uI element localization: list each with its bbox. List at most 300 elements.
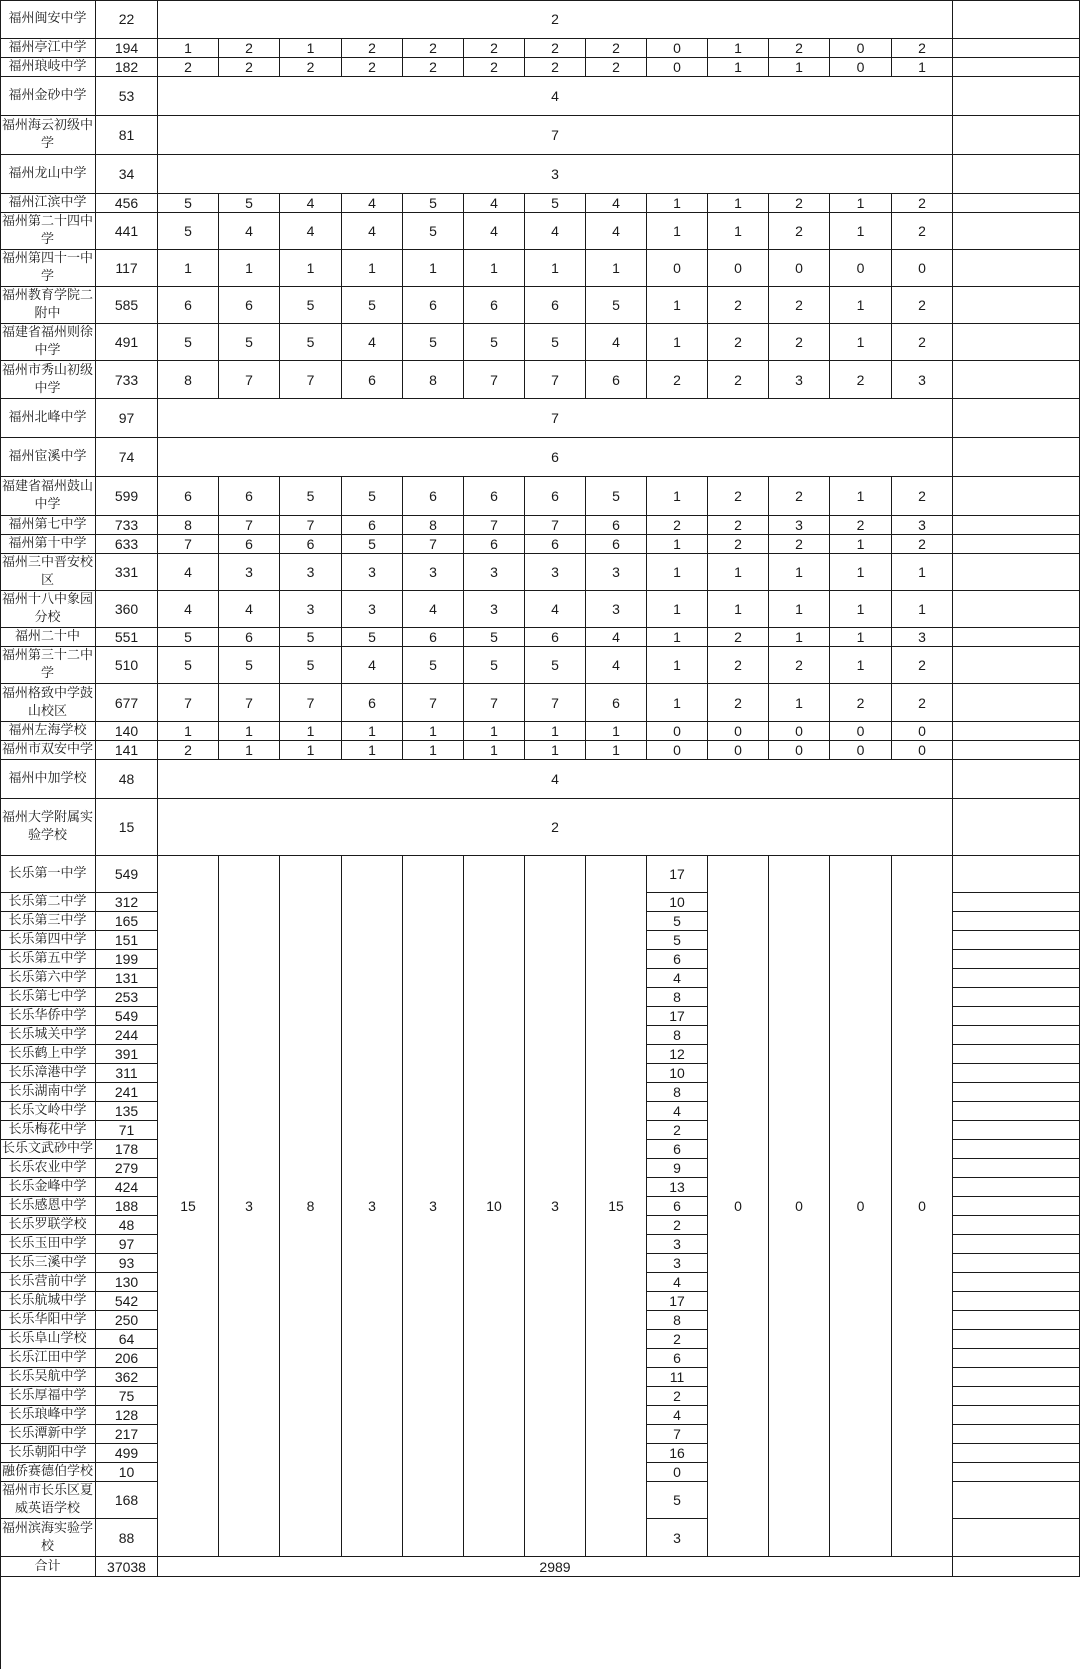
- blank-cell: [953, 116, 1080, 155]
- quota-cell: 5: [280, 628, 342, 647]
- quota-cell: 2: [892, 213, 953, 250]
- quota-cell: 1: [830, 194, 892, 213]
- quota-cell: 1: [647, 213, 708, 250]
- quota-cell: 1: [830, 477, 892, 516]
- quota-cell: 5: [647, 912, 708, 931]
- school-name-cell: 长乐厚福中学: [0, 1387, 96, 1406]
- quota-cell: 0: [830, 39, 892, 58]
- quota-cell: 5: [403, 194, 464, 213]
- quota-cell: 5: [342, 535, 403, 554]
- quota-cell: 5: [158, 647, 219, 684]
- quota-cell: 2: [769, 287, 830, 324]
- quota-cell: 1: [158, 722, 219, 741]
- quota-cell: 1: [830, 213, 892, 250]
- quota-cell: 4: [647, 1406, 708, 1425]
- blank-cell: [953, 1197, 1080, 1216]
- quota-cell: 6: [403, 477, 464, 516]
- school-name-cell: 福州琅岐中学: [0, 58, 96, 77]
- quota-cell: 6: [586, 535, 647, 554]
- merged-quota-cell: 6: [158, 438, 953, 477]
- total-cell: 391: [96, 1045, 158, 1064]
- school-name-cell: 长乐金峰中学: [0, 1178, 96, 1197]
- quota-cell: 0: [769, 722, 830, 741]
- quota-cell: 7: [464, 516, 525, 535]
- school-name-cell: 长乐华阳中学: [0, 1311, 96, 1330]
- blank-cell: [953, 438, 1080, 477]
- quota-cell: 2: [708, 477, 769, 516]
- blank-cell: [953, 1121, 1080, 1140]
- quota-cell: 2: [647, 1387, 708, 1406]
- quota-cell: 1: [708, 194, 769, 213]
- grand-sum-cell: 2989: [158, 1557, 953, 1577]
- quota-cell: 2: [830, 684, 892, 722]
- quota-cell: 1: [708, 213, 769, 250]
- blank-cell: [953, 361, 1080, 399]
- quota-cell: 4: [342, 324, 403, 361]
- quota-cell: 2: [708, 535, 769, 554]
- total-cell: 250: [96, 1311, 158, 1330]
- quota-cell: 3: [647, 1254, 708, 1273]
- quota-cell: 0: [830, 250, 892, 287]
- quota-cell: 3: [769, 516, 830, 535]
- blank-cell: [953, 39, 1080, 58]
- blank-cell: [953, 1463, 1080, 1482]
- quota-cell: 2: [708, 516, 769, 535]
- quota-cell: 6: [464, 287, 525, 324]
- total-cell: 491: [96, 324, 158, 361]
- school-name-cell: 福州滨海实验学校: [0, 1519, 96, 1557]
- total-cell: 733: [96, 516, 158, 535]
- quota-cell: 5: [219, 647, 280, 684]
- school-name-cell: 福州市秀山初级中学: [0, 361, 96, 399]
- blank-cell: [953, 1444, 1080, 1463]
- quota-cell: 8: [647, 1083, 708, 1102]
- total-cell: 182: [96, 58, 158, 77]
- total-cell: 424: [96, 1178, 158, 1197]
- quota-cell: 1: [830, 647, 892, 684]
- quota-cell: 5: [280, 324, 342, 361]
- merged-quota-cell: 3: [158, 155, 953, 194]
- group-quota-cell: 0: [769, 856, 830, 1557]
- school-name-cell: 长乐第二中学: [0, 893, 96, 912]
- quota-cell: 2: [769, 324, 830, 361]
- quota-cell: 6: [280, 535, 342, 554]
- school-name-cell: 长乐阜山学校: [0, 1330, 96, 1349]
- quota-cell: 6: [403, 287, 464, 324]
- blank-cell: [953, 1292, 1080, 1311]
- school-name-cell: 福州大学附属实验学校: [0, 799, 96, 856]
- blank-cell: [953, 1045, 1080, 1064]
- total-cell: 253: [96, 988, 158, 1007]
- total-cell: 93: [96, 1254, 158, 1273]
- blank-cell: [953, 0, 1080, 39]
- quota-cell: 4: [586, 647, 647, 684]
- total-cell: 48: [96, 760, 158, 799]
- group-quota-cell: 3: [525, 856, 586, 1557]
- group-quota-cell: 3: [342, 856, 403, 1557]
- quota-cell: 4: [219, 213, 280, 250]
- quota-cell: 6: [464, 477, 525, 516]
- quota-cell: 7: [219, 684, 280, 722]
- quota-cell: 11: [647, 1368, 708, 1387]
- total-cell: 331: [96, 554, 158, 591]
- school-name-cell: 长乐第三中学: [0, 912, 96, 931]
- blank-cell: [953, 1159, 1080, 1178]
- blank-cell: [953, 1519, 1080, 1557]
- total-cell: 362: [96, 1368, 158, 1387]
- total-cell: 244: [96, 1026, 158, 1045]
- total-cell: 551: [96, 628, 158, 647]
- quota-cell: 17: [647, 856, 708, 893]
- school-name-cell: 长乐农业中学: [0, 1159, 96, 1178]
- group-quota-cell: 0: [892, 856, 953, 1557]
- quota-cell: 2: [647, 1330, 708, 1349]
- blank-cell: [953, 1102, 1080, 1121]
- quota-cell: 4: [647, 1273, 708, 1292]
- total-cell: 10: [96, 1463, 158, 1482]
- quota-cell: 8: [647, 1311, 708, 1330]
- school-name-cell: 长乐漳港中学: [0, 1064, 96, 1083]
- total-cell: 130: [96, 1273, 158, 1292]
- quota-cell: 4: [647, 1102, 708, 1121]
- quota-cell: 5: [342, 628, 403, 647]
- quota-cell: 17: [647, 1007, 708, 1026]
- blank-cell: [953, 477, 1080, 516]
- quota-cell: 6: [586, 361, 647, 399]
- blank-cell: [953, 1254, 1080, 1273]
- quota-cell: 1: [769, 554, 830, 591]
- quota-cell: 7: [219, 516, 280, 535]
- blank-cell: [953, 1349, 1080, 1368]
- blank-cell: [953, 628, 1080, 647]
- quota-cell: 1: [158, 39, 219, 58]
- quota-cell: 1: [647, 647, 708, 684]
- quota-cell: 5: [464, 324, 525, 361]
- quota-cell: 2: [892, 684, 953, 722]
- total-cell: 48: [96, 1216, 158, 1235]
- quota-cell: 8: [647, 1026, 708, 1045]
- quota-cell: 5: [403, 647, 464, 684]
- quota-cell: 0: [647, 741, 708, 760]
- blank-cell: [953, 931, 1080, 950]
- blank-cell: [953, 58, 1080, 77]
- quota-cell: 2: [647, 361, 708, 399]
- quota-cell: 2: [708, 647, 769, 684]
- school-name-cell: 福建省福州鼓山中学: [0, 477, 96, 516]
- school-name-cell: 长乐感恩中学: [0, 1197, 96, 1216]
- total-cell: 178: [96, 1140, 158, 1159]
- school-name-cell: 长乐三溪中学: [0, 1254, 96, 1273]
- quota-cell: 1: [403, 722, 464, 741]
- quota-cell: 1: [830, 554, 892, 591]
- school-name-cell: 福州格致中学鼓山校区: [0, 684, 96, 722]
- quota-cell: 2: [708, 361, 769, 399]
- quota-cell: 4: [403, 591, 464, 628]
- quota-cell: 3: [586, 591, 647, 628]
- quota-cell: 7: [403, 684, 464, 722]
- grand-total-cell: 37038: [96, 1557, 158, 1577]
- quota-cell: 0: [830, 58, 892, 77]
- quota-cell: 2: [586, 39, 647, 58]
- blank-cell: [953, 722, 1080, 741]
- quota-cell: 3: [219, 554, 280, 591]
- quota-cell: 5: [219, 324, 280, 361]
- school-name-cell: 福州中加学校: [0, 760, 96, 799]
- quota-cell: 0: [769, 741, 830, 760]
- quota-cell: 2: [769, 194, 830, 213]
- quota-cell: 5: [647, 1482, 708, 1519]
- quota-cell: 1: [769, 684, 830, 722]
- quota-cell: 5: [280, 477, 342, 516]
- school-name-cell: 福州北峰中学: [0, 399, 96, 438]
- school-name-cell: 长乐第五中学: [0, 950, 96, 969]
- quota-cell: 1: [769, 628, 830, 647]
- total-cell: 599: [96, 477, 158, 516]
- quota-cell: 1: [892, 58, 953, 77]
- school-name-cell: 长乐玉田中学: [0, 1235, 96, 1254]
- group-quota-cell: 15: [586, 856, 647, 1557]
- quota-cell: 4: [280, 194, 342, 213]
- blank-cell: [953, 1064, 1080, 1083]
- group-quota-cell: 10: [464, 856, 525, 1557]
- quota-cell: 2: [892, 535, 953, 554]
- quota-cell: 6: [525, 535, 586, 554]
- quota-cell: 1: [830, 628, 892, 647]
- quota-cell: 0: [647, 58, 708, 77]
- quota-cell: 1: [647, 194, 708, 213]
- total-cell: 140: [96, 722, 158, 741]
- quota-cell: 0: [708, 722, 769, 741]
- blank-cell: [953, 399, 1080, 438]
- group-quota-cell: 0: [708, 856, 769, 1557]
- total-cell: 53: [96, 77, 158, 116]
- quota-cell: 2: [464, 58, 525, 77]
- quota-cell: 1: [342, 741, 403, 760]
- quota-cell: 4: [647, 969, 708, 988]
- quota-cell: 2: [830, 516, 892, 535]
- quota-cell: 6: [158, 477, 219, 516]
- total-cell: 135: [96, 1102, 158, 1121]
- quota-cell: 5: [464, 647, 525, 684]
- blank-cell: [953, 799, 1080, 856]
- quota-cell: 2: [892, 647, 953, 684]
- total-cell: 151: [96, 931, 158, 950]
- school-name-cell: 福州十八中象园分校: [0, 591, 96, 628]
- quota-cell: 1: [892, 554, 953, 591]
- quota-cell: 1: [280, 741, 342, 760]
- quota-cell: 4: [464, 213, 525, 250]
- quota-cell: 1: [464, 741, 525, 760]
- merged-quota-cell: 7: [158, 116, 953, 155]
- quota-cell: 1: [342, 722, 403, 741]
- quota-cell: 3: [342, 591, 403, 628]
- blank-cell: [953, 760, 1080, 799]
- merged-quota-cell: 4: [158, 77, 953, 116]
- quota-cell: 17: [647, 1292, 708, 1311]
- quota-cell: 2: [769, 647, 830, 684]
- quota-cell: 5: [586, 477, 647, 516]
- school-name-cell: 福州第四十一中学: [0, 250, 96, 287]
- total-cell: 499: [96, 1444, 158, 1463]
- total-label: 合计: [0, 1557, 96, 1577]
- quota-cell: 7: [525, 361, 586, 399]
- quota-cell: 5: [403, 324, 464, 361]
- quota-cell: 1: [647, 554, 708, 591]
- quota-cell: 5: [158, 194, 219, 213]
- quota-cell: 3: [280, 554, 342, 591]
- school-name-cell: 福州江滨中学: [0, 194, 96, 213]
- quota-cell: 8: [158, 361, 219, 399]
- quota-cell: 2: [219, 39, 280, 58]
- blank-cell: [953, 1330, 1080, 1349]
- merged-quota-cell: 7: [158, 399, 953, 438]
- quota-cell: 1: [280, 39, 342, 58]
- quota-cell: 1: [280, 250, 342, 287]
- quota-cell: 1: [525, 722, 586, 741]
- quota-cell: 6: [342, 361, 403, 399]
- quota-cell: 2: [830, 361, 892, 399]
- quota-cell: 2: [769, 39, 830, 58]
- blank-cell: [953, 969, 1080, 988]
- blank-cell: [953, 912, 1080, 931]
- total-cell: 549: [96, 856, 158, 893]
- school-name-cell: 长乐鹤上中学: [0, 1045, 96, 1064]
- quota-cell: 2: [892, 324, 953, 361]
- quota-cell: 2: [708, 287, 769, 324]
- blank-cell: [953, 684, 1080, 722]
- quota-cell: 8: [158, 516, 219, 535]
- quota-cell: 7: [158, 535, 219, 554]
- school-name-cell: 长乐罗联学校: [0, 1216, 96, 1235]
- quota-cell: 2: [892, 477, 953, 516]
- quota-cell: 6: [647, 1197, 708, 1216]
- total-cell: 88: [96, 1519, 158, 1557]
- school-name-cell: 长乐第一中学: [0, 856, 96, 893]
- school-name-cell: 长乐文武砂中学: [0, 1140, 96, 1159]
- school-name-cell: 福建省福州则徐中学: [0, 324, 96, 361]
- total-cell: 64: [96, 1330, 158, 1349]
- quota-cell: 1: [158, 250, 219, 287]
- quota-cell: 2: [769, 477, 830, 516]
- quota-cell: 0: [708, 741, 769, 760]
- total-cell: 733: [96, 361, 158, 399]
- total-cell: 199: [96, 950, 158, 969]
- merged-quota-cell: 2: [158, 799, 953, 856]
- quota-cell: 6: [647, 1140, 708, 1159]
- school-name-cell: 长乐梅花中学: [0, 1121, 96, 1140]
- quota-cell: 8: [403, 516, 464, 535]
- quota-cell: 2: [892, 194, 953, 213]
- quota-cell: 1: [586, 741, 647, 760]
- school-name-cell: 福州市长乐区夏威英语学校: [0, 1482, 96, 1519]
- blank-cell: [953, 324, 1080, 361]
- school-name-cell: 长乐吴航中学: [0, 1368, 96, 1387]
- quota-cell: 2: [403, 39, 464, 58]
- quota-cell: 0: [647, 1463, 708, 1482]
- quota-cell: 0: [892, 722, 953, 741]
- quota-cell: 1: [647, 287, 708, 324]
- quota-cell: 1: [219, 722, 280, 741]
- quota-cell: 4: [525, 591, 586, 628]
- quota-cell: 0: [647, 250, 708, 287]
- school-name-cell: 长乐城关中学: [0, 1026, 96, 1045]
- total-cell: 141: [96, 741, 158, 760]
- school-name-cell: 福州市双安中学: [0, 741, 96, 760]
- blank-cell: [953, 647, 1080, 684]
- quota-cell: 1: [830, 324, 892, 361]
- quota-cell: 1: [708, 554, 769, 591]
- quota-cell: 1: [647, 684, 708, 722]
- school-name-cell: 福州宦溪中学: [0, 438, 96, 477]
- quota-cell: 4: [525, 213, 586, 250]
- quota-cell: 0: [892, 250, 953, 287]
- quota-cell: 6: [342, 516, 403, 535]
- quota-cell: 4: [158, 554, 219, 591]
- blank-cell: [953, 591, 1080, 628]
- total-cell: 97: [96, 399, 158, 438]
- blank-cell: [953, 1387, 1080, 1406]
- quota-cell: 4: [158, 591, 219, 628]
- group-quota-cell: 8: [280, 856, 342, 1557]
- quota-cell: 0: [647, 39, 708, 58]
- quota-cell: 5: [280, 287, 342, 324]
- total-cell: 97: [96, 1235, 158, 1254]
- blank-cell: [953, 988, 1080, 1007]
- total-cell: 15: [96, 799, 158, 856]
- quota-cell: 7: [647, 1425, 708, 1444]
- quota-cell: 1: [647, 477, 708, 516]
- quota-cell: 8: [647, 988, 708, 1007]
- blank-cell: [953, 950, 1080, 969]
- school-name-cell: 福州第二十四中学: [0, 213, 96, 250]
- quota-cell: 2: [708, 684, 769, 722]
- total-cell: 241: [96, 1083, 158, 1102]
- quota-cell: 6: [647, 950, 708, 969]
- total-cell: 279: [96, 1159, 158, 1178]
- blank-cell: [953, 1557, 1080, 1577]
- total-cell: 677: [96, 684, 158, 722]
- quota-cell: 6: [219, 477, 280, 516]
- quota-cell: 1: [464, 250, 525, 287]
- quota-cell: 5: [219, 194, 280, 213]
- total-cell: 311: [96, 1064, 158, 1083]
- school-name-cell: 长乐营前中学: [0, 1273, 96, 1292]
- quota-cell: 5: [280, 647, 342, 684]
- quota-cell: 3: [892, 628, 953, 647]
- quota-cell: 3: [586, 554, 647, 591]
- quota-cell: 2: [219, 58, 280, 77]
- blank-cell: [953, 1425, 1080, 1444]
- quota-cell: 0: [830, 741, 892, 760]
- school-name-cell: 福州亭江中学: [0, 39, 96, 58]
- quota-cell: 7: [464, 361, 525, 399]
- quota-cell: 3: [403, 554, 464, 591]
- quota-cell: 2: [647, 1216, 708, 1235]
- quota-cell: 3: [647, 1519, 708, 1557]
- total-cell: 71: [96, 1121, 158, 1140]
- total-cell: 131: [96, 969, 158, 988]
- school-name-cell: 长乐朝阳中学: [0, 1444, 96, 1463]
- group-quota-cell: 0: [830, 856, 892, 1557]
- quota-cell: 7: [525, 516, 586, 535]
- school-name-cell: 长乐航城中学: [0, 1292, 96, 1311]
- quota-cell: 10: [647, 1064, 708, 1083]
- quota-cell: 2: [647, 516, 708, 535]
- quota-cell: 1: [403, 741, 464, 760]
- quota-cell: 2: [280, 58, 342, 77]
- school-name-cell: 福州海云初级中学: [0, 116, 96, 155]
- merged-quota-cell: 4: [158, 760, 953, 799]
